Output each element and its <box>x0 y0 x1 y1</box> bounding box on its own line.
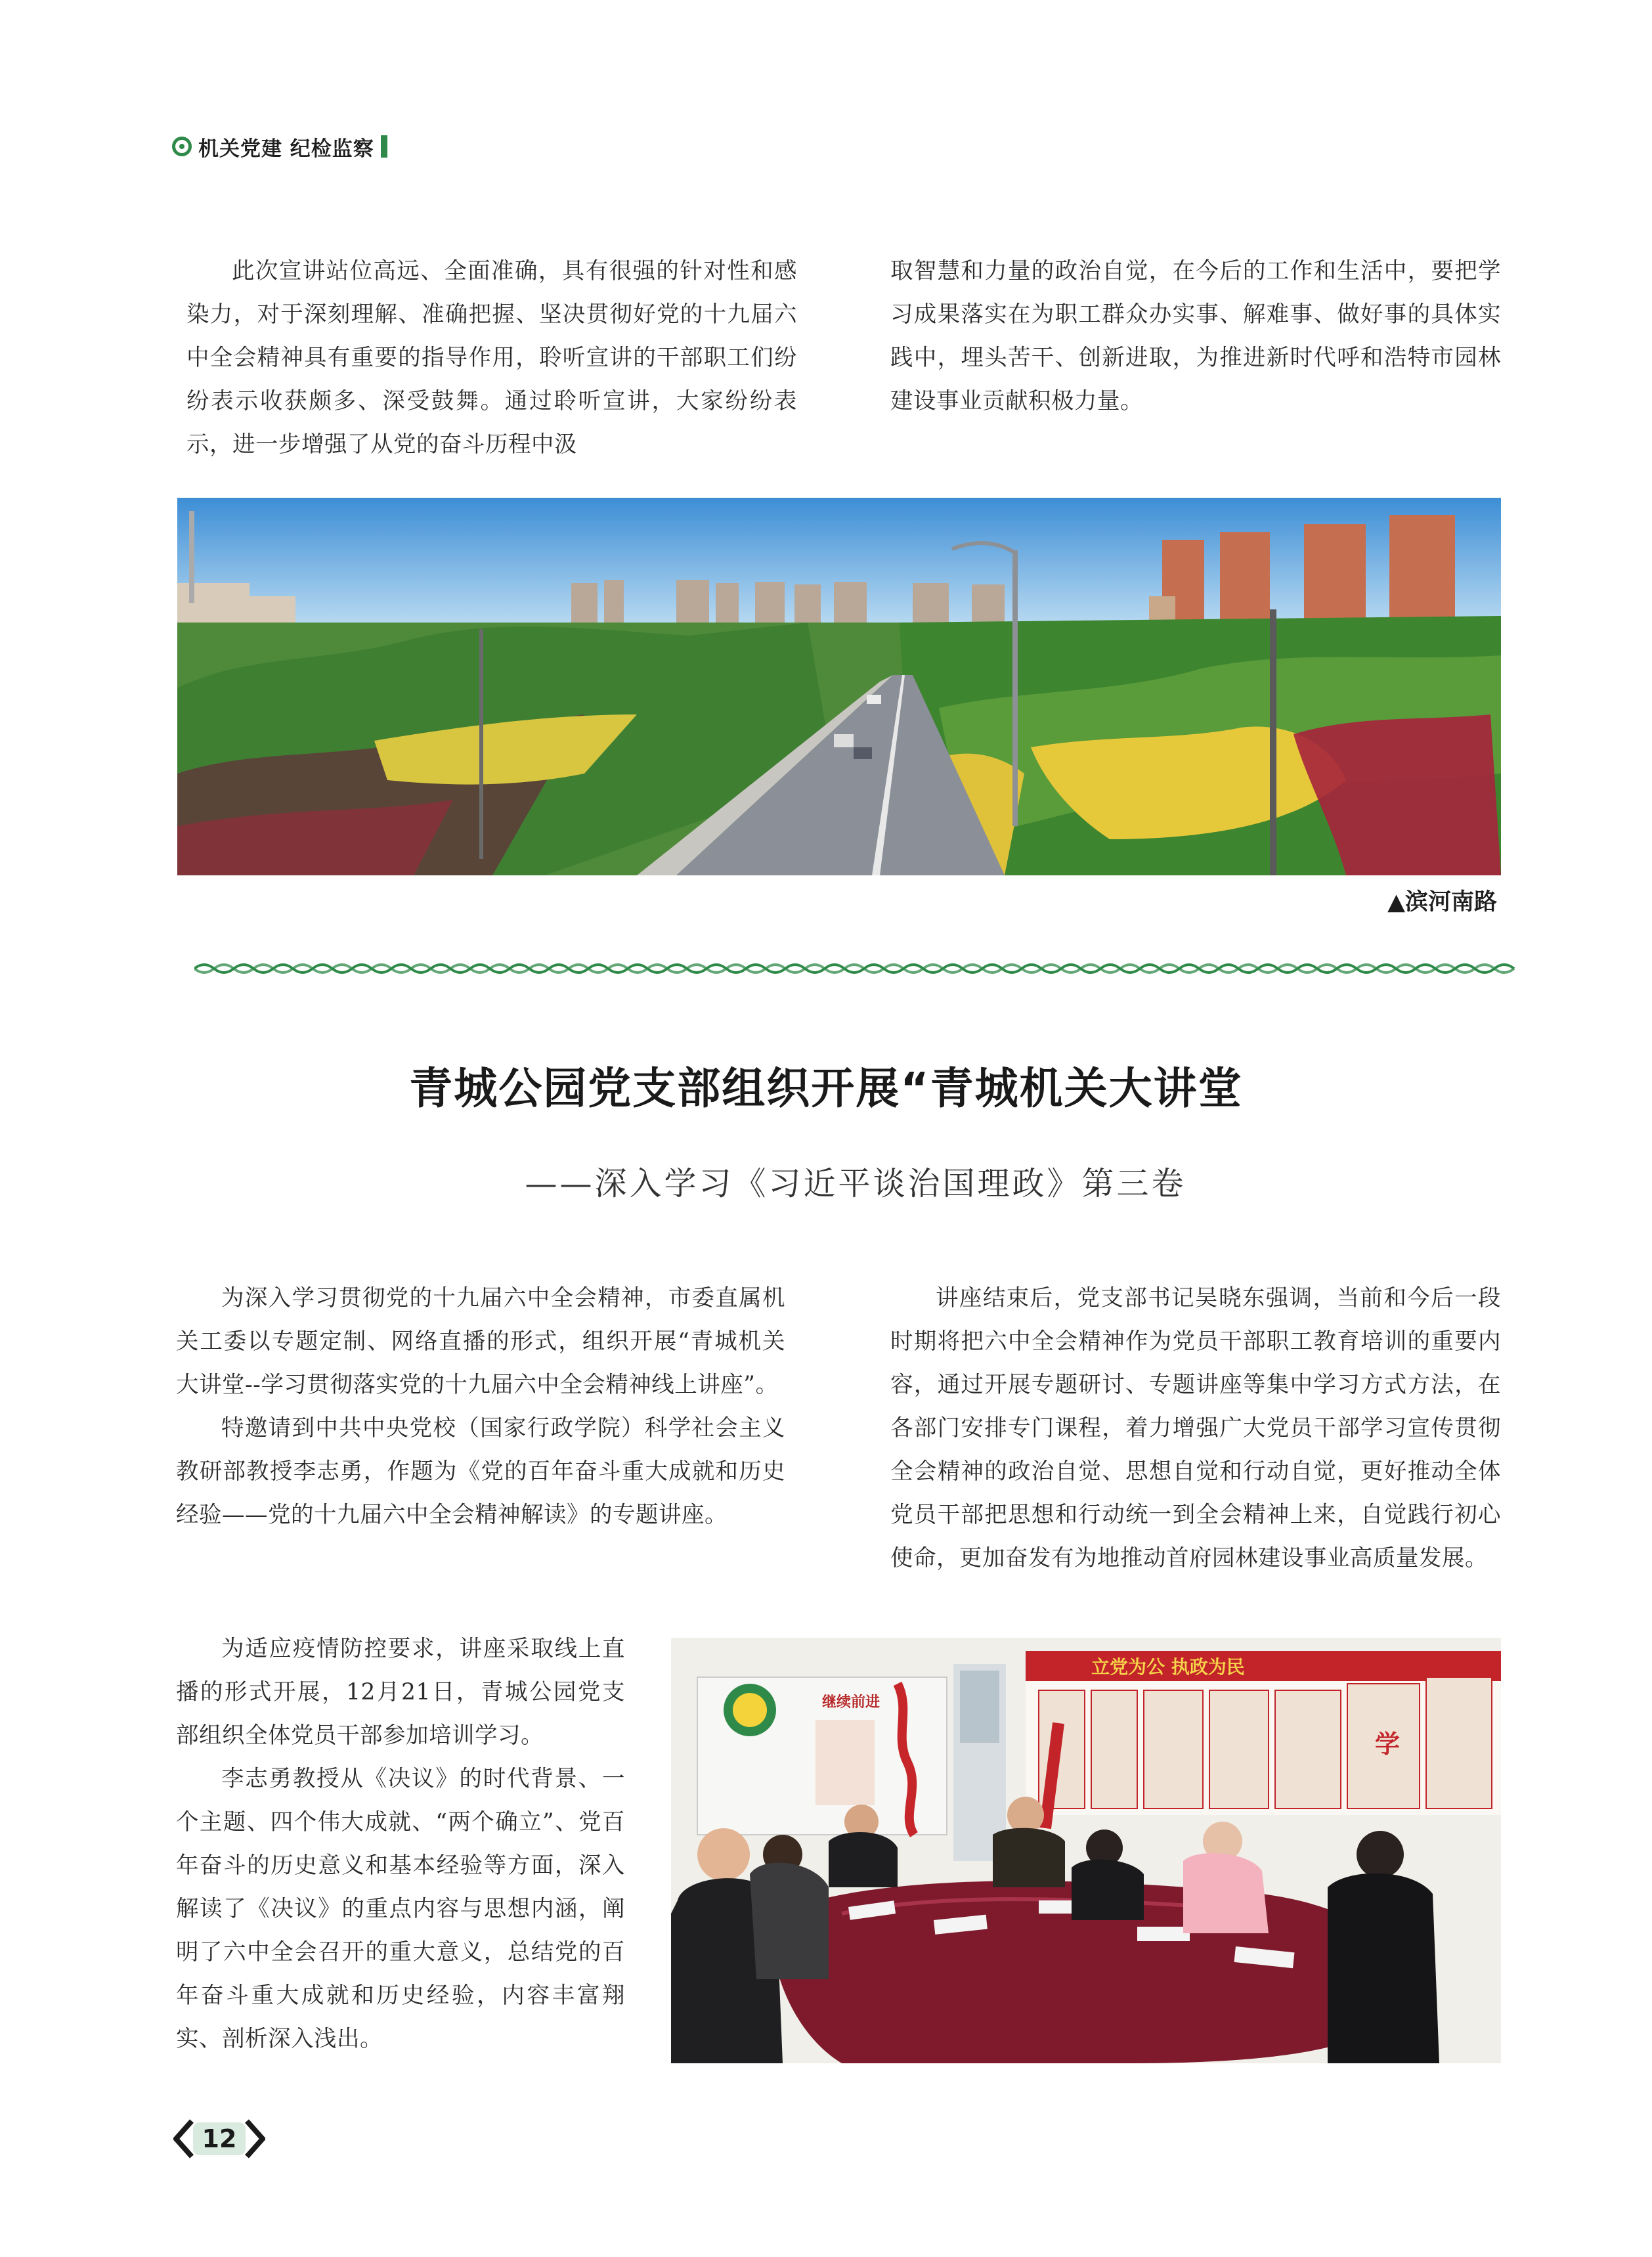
article-paragraph: 特邀请到中共中央党校（国家行政学院）科学社会主义教研部教授李志勇，作题为《党的百年奋斗重大成就和历史经验——党的十九届六中全会精神解读》的专题讲座。 <box>176 1415 785 1528</box>
top-left-column: 此次宣讲站位高远、全面准确，具有很强的针对性和感染力，对于深刻理解、准确把握、坚决贯彻好党的十九届六中全会精神具有重要的指导作用，聆听宣讲的干部职工们纷纷表示收获颇多、深受鼓舞。通过聆听宣讲，大家纷纷表示，进一步增强了从党的奋斗历程中汲 <box>186 258 797 458</box>
road-photo <box>177 498 1501 875</box>
top-right-column: 取智慧和力量的政治自觉，在今后的工作和生活中，要把学习成果落实在为职工群众办实事、解难事、做好事的具体实践中，埋头苦干、创新进取，为推进新时代呼和浩特市园林建设事业贡献积极力量。 <box>890 258 1501 414</box>
page-number: 12 <box>202 2124 237 2153</box>
meeting-board-character: 学 <box>1375 1730 1401 1759</box>
article-paragraph: 李志勇教授从《决议》的时代背景、一个主题、四个伟大成就、“两个确立”、党百年奋斗的历史意义和基本经验等方面，深入解读了《决议》的重点内容与思想内涵，阐明了六中全会召开的重大意义，总结党的百年奋斗重大成就和历史经验，内容丰富翔实、剖析深入浅出。 <box>176 1766 625 2052</box>
article-left-narrow-column <box>176 1627 625 2061</box>
road-photo-illustration <box>177 498 1501 875</box>
article-title: 青城公园党支部组织开展“青城机关大讲堂 <box>409 1063 1243 1114</box>
section-label: 机关党建 纪检监察 <box>198 137 374 161</box>
article-subtitle: ——深入学习《习近平谈治国理政》第三卷 <box>525 1165 1186 1202</box>
target-ring-icon <box>172 137 192 156</box>
article-paragraph: 为适应疫情防控要求，讲座采取线上直播的形式开展，12月21日，青城公园党支部组织全体党员干部参加培训学习。 <box>176 1636 625 1749</box>
meeting-photo-illustration <box>671 1638 1501 2063</box>
section-bar-decoration <box>381 135 387 158</box>
article-paragraph: 为深入学习贯彻党的十九届六中全会精神，市委直属机关工委以专题定制、网络直播的形式，组织开展“青城机关大讲堂--学习贯彻落实党的十九届六中全会精神线上讲座”。 <box>176 1285 785 1398</box>
section-header <box>172 131 387 162</box>
article-right-column <box>890 1277 1501 1580</box>
road-photo-caption: ▲滨河南路 <box>1387 889 1497 915</box>
wavy-divider <box>194 960 1522 977</box>
meeting-banner-text: 立党为公 执政为民 <box>1091 1656 1245 1678</box>
article-left-column <box>176 1277 785 1537</box>
meeting-board-heading: 继续前进 <box>822 1694 880 1711</box>
page-number-badge <box>173 2118 265 2159</box>
meeting-photo <box>671 1638 1501 2063</box>
article-paragraph: 讲座结束后，党支部书记吴晓东强调，当前和今后一段时期将把六中全会精神作为党员干部职工教育培训的重要内容，通过开展专题研讨、专题讲座等集中学习方式方法，在各部门安排专门课程，着力增强广大党员干部学习宣传贯彻全会精神的政治自觉、思想自觉和行动自觉，更好推动全体党员干部把思想和行动统一到全会精神上来，自觉践行初心使命，更加奋发有为地推动首府园林建设事业高质量发展。 <box>890 1285 1501 1571</box>
